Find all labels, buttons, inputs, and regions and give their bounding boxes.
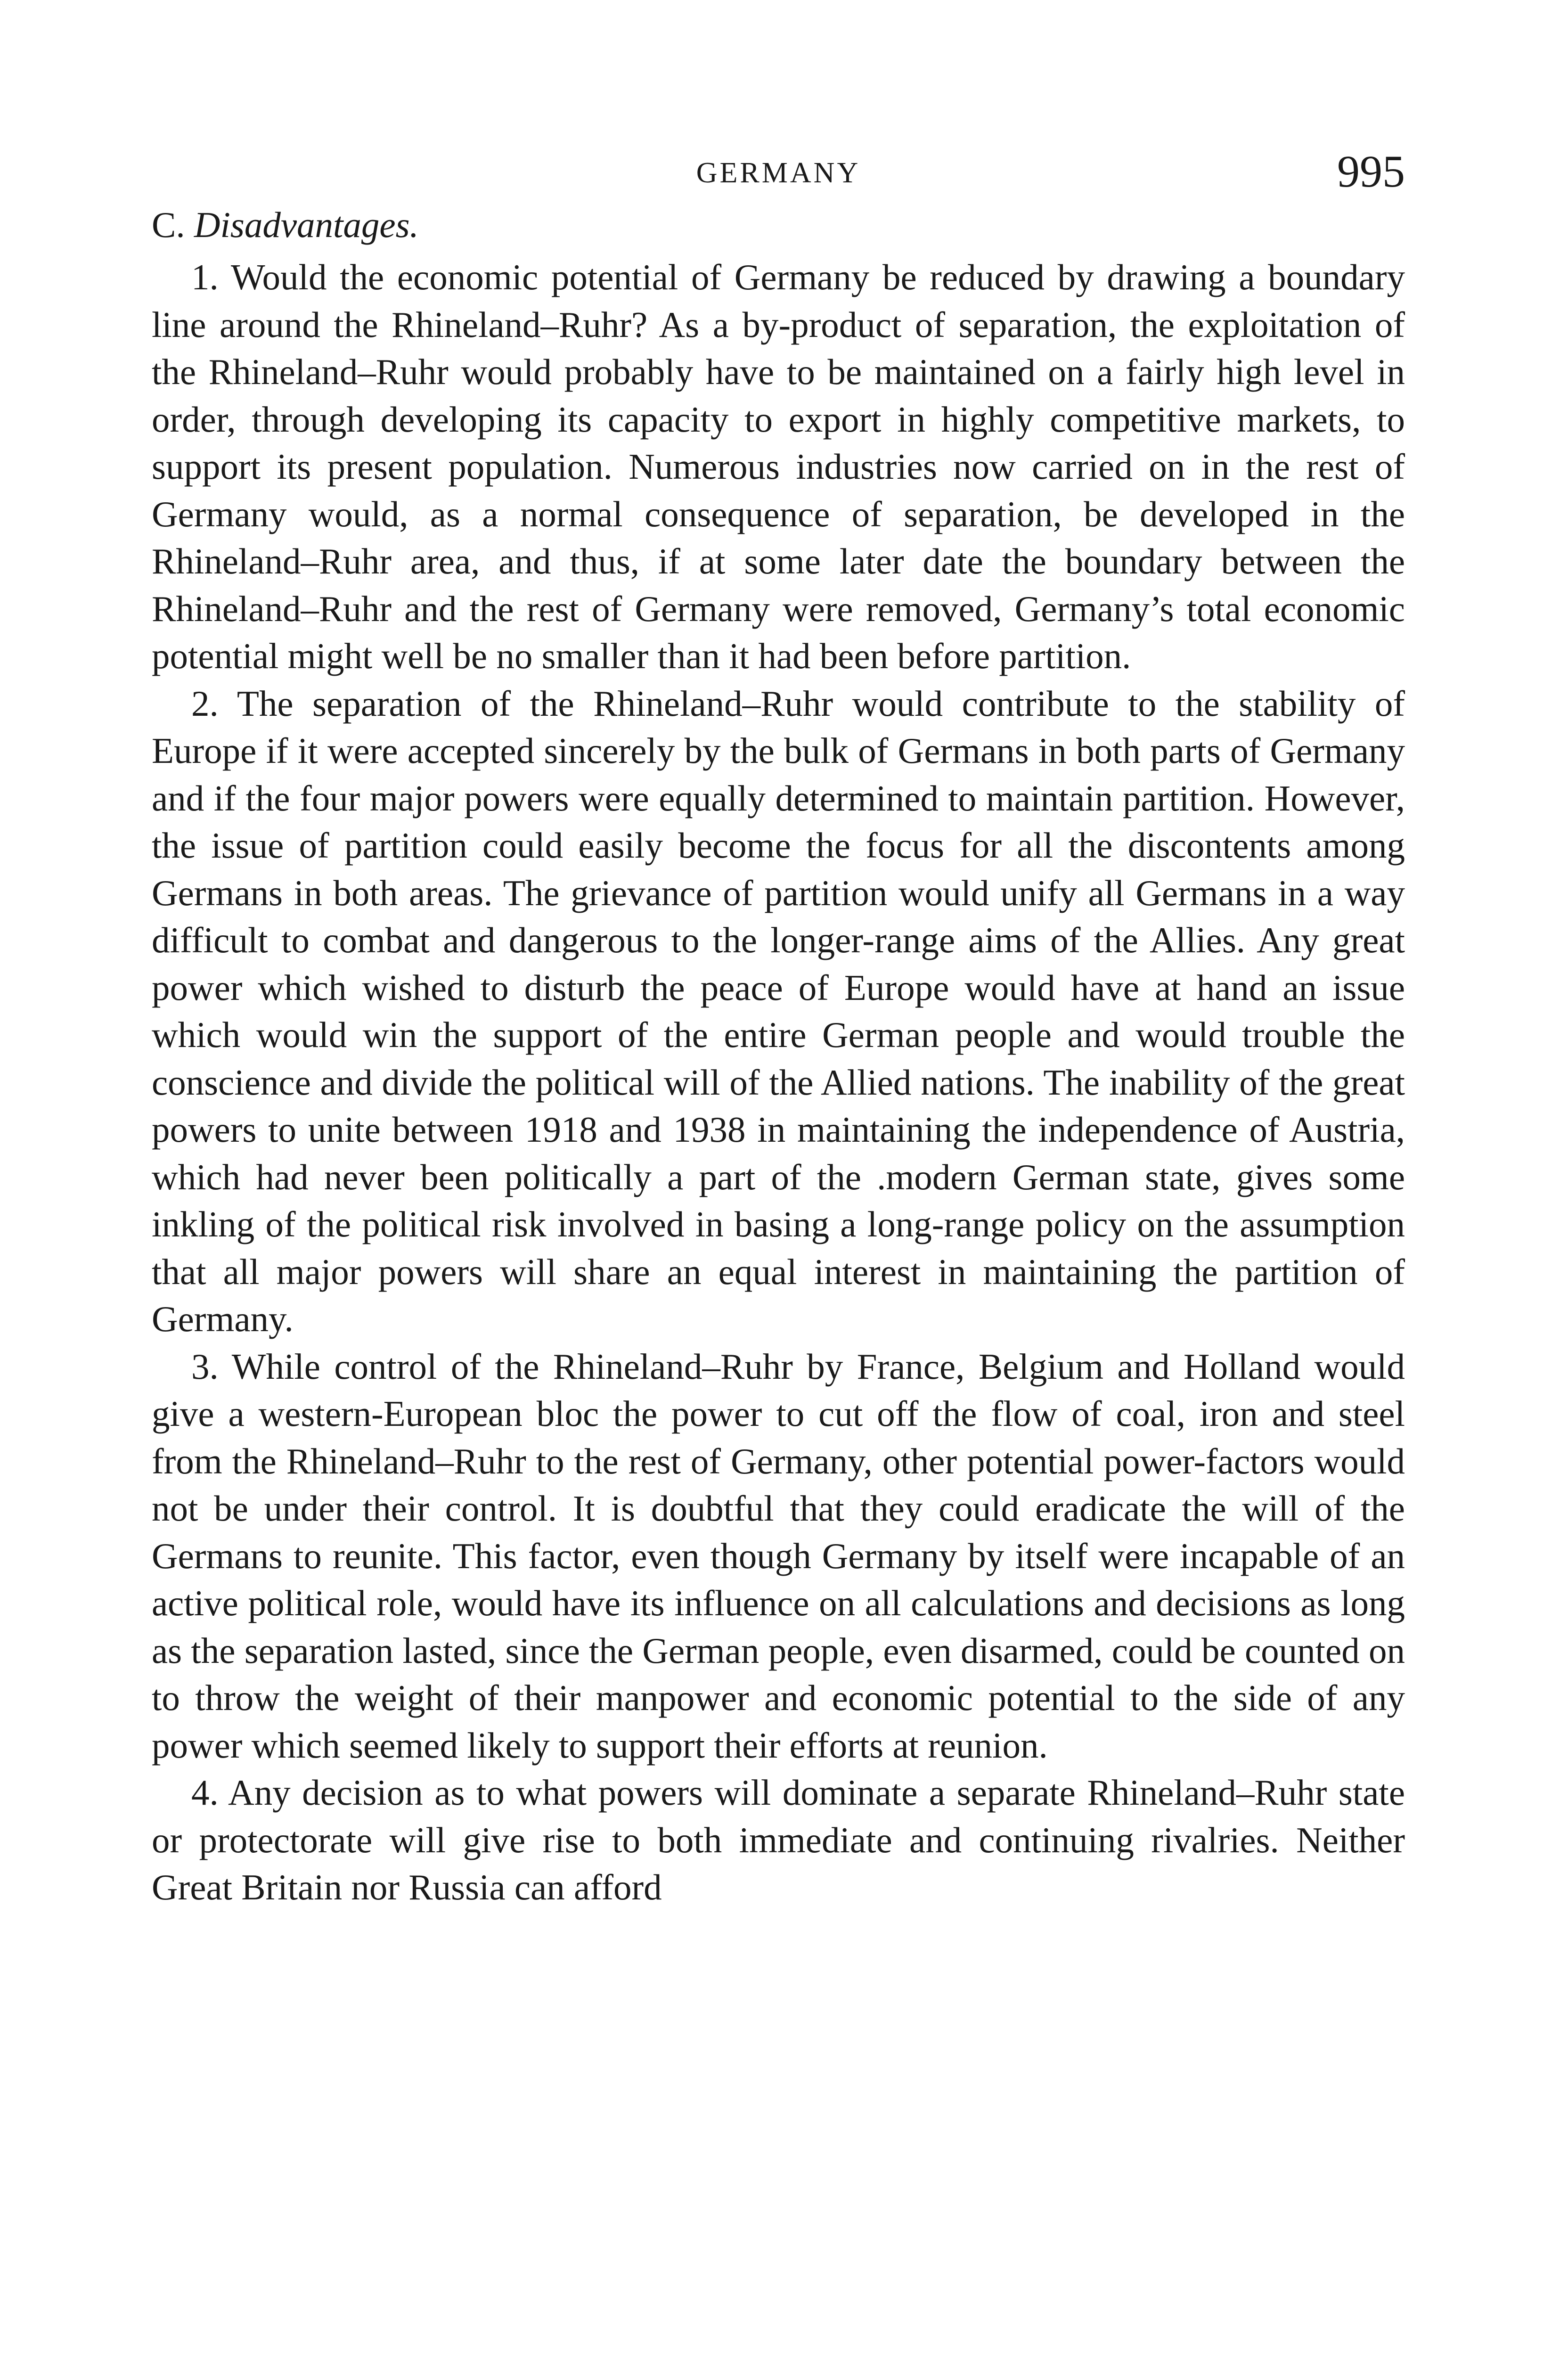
- paragraph-1: 1. Would the economic potential of Germany be reduced by drawing a boundary line around the Rhineland–Ruhr? As a by-product of separation, the exploitation of the Rhineland–Ruhr would probably have to be maintained on a fairly high level in order, through developing its capacity to export in highly competitive markets, to support its present population. Numerous industries now carried on in the rest of Germany would, as a normal consequence of separation, be developed in the Rhineland–Ruhr area, and thus, if at some later date the boundary between the Rhineland–Ruhr and the rest of Germany were removed, Germany’s total economic potential might well be no smaller than it had been before partition.: [152, 257, 1405, 676]
- section-title: Disadvantages.: [194, 205, 419, 245]
- page-number: 995: [1337, 146, 1405, 196]
- document-page: [152, 141, 1405, 2356]
- running-title: GERMANY: [696, 157, 861, 189]
- section-heading: [152, 202, 1405, 248]
- paragraph-2: 2. The separation of the Rhineland–Ruhr would contribute to the stability of Europe if it were accepted sincerely by the bulk of Germans in both parts of Germany and if the four major powers were equally determined to maintain partition. However, the issue of partition could easily become the focus for all the discontents among Germans in both areas. The grievance of partition would unify all Germans in a way difficult to combat and dangerous to the longer-range aims of the Allies. Any great power which wished to disturb the peace of Europe would have at hand an issue which would win the support of the entire German people and would trouble the conscience and divide the political will of the Allied nations. The inability of the great powers to unite between 1918 and 1938 in maintaining the independence of Austria, which had never been politically a part of the .modern German state, gives some inkling of the political risk involved in basing a long-range policy on the assumption that all major powers will share an equal interest in maintaining the partition of Germany.: [152, 683, 1405, 1339]
- section-letter: C.: [152, 205, 185, 245]
- running-header: [152, 141, 1405, 198]
- paragraph-3: 3. While control of the Rhineland–Ruhr by France, Belgium and Holland would give a western-European bloc the power to cut off the flow of coal, iron and steel from the Rhineland–Ruhr to the rest of Germany, other potential power-factors would not be under their control. It is doubtful that they could eradicate the will of the Germans to reunite. This factor, even though Germany by itself were incapable of an active political role, would have its influence on all calculations and decisions as long as the separation lasted, since the German people, even disarmed, could be counted on to throw the weight of their manpower and economic potential to the side of any power which seemed likely to support their efforts at reunion.: [152, 1346, 1405, 1766]
- paragraph-4: 4. Any decision as to what powers will dominate a separate Rhineland–Ruhr state or protectorate will give rise to both immediate and continuing rivalries. Neither Great Britain nor Russia can afford: [152, 1772, 1405, 1907]
